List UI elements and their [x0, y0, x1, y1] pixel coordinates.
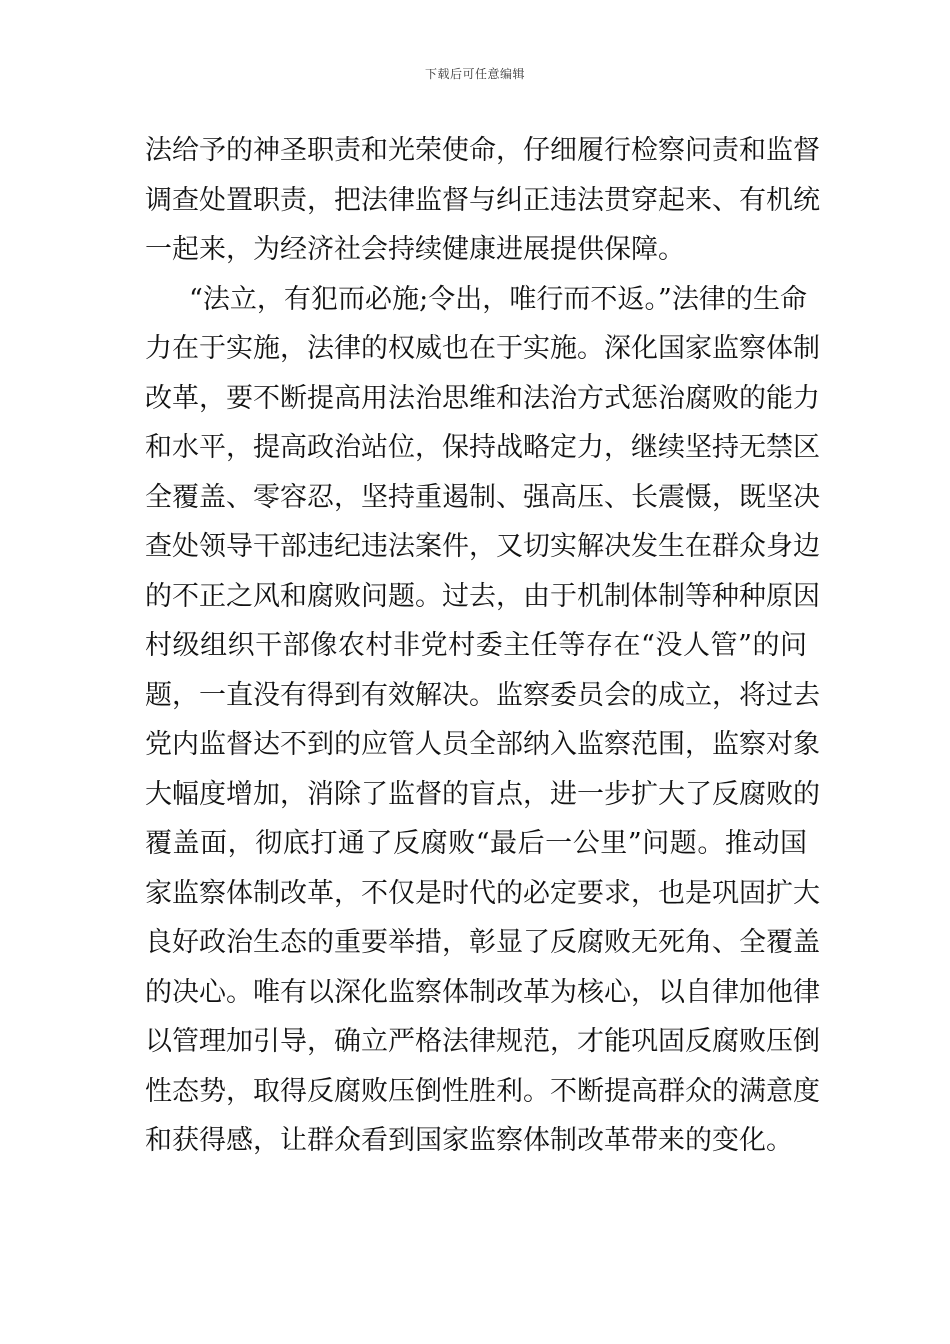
document-body — [145, 126, 820, 1166]
paragraph-2-line-17: 性态势，取得反腐败压倒性胜利。不断提高群众的满意度 — [145, 1075, 820, 1107]
paragraph-2-line-2: 力在于实施，法律的权威也在于实施。深化国家监察体制 — [145, 333, 820, 364]
paragraph-2-line-12: 覆盖面，彻底打通了反腐败“最后一公里”问题。推动国 — [145, 828, 807, 859]
paragraph-2-line-13: 家监察体制改革，不仅是时代的必定要求，也是巩固扩大 — [145, 877, 820, 909]
paragraph-2-line-14: 良好政治生态的重要举措，彰显了反腐败无死角、全覆盖 — [145, 927, 820, 958]
page-header: 下载后可任意编辑 — [424, 67, 525, 81]
paragraph-2-line-8: 村级组织干部像农村非党村委主任等存在“没人管”的问 — [145, 630, 807, 661]
paragraph-2-line-15: 的决心。唯有以深化监察体制改革为核心，以自律加他律 — [145, 976, 820, 1008]
paragraph-2-line-11: 大幅度增加，消除了监督的盲点，进一步扩大了反腐败的 — [145, 778, 820, 810]
paragraph-1-line-1: 法给予的神圣职责和光荣使命，仔细履行检察问责和监督 — [145, 135, 820, 166]
paragraph-2-line-6: 查处领导干部违纪违法案件，又切实解决发生在群众身边 — [145, 531, 820, 562]
paragraph-2-line-9: 题，一直没有得到有效解决。监察委员会的成立，将过去 — [145, 679, 820, 711]
paragraph-1-line-3: 一起来，为经济社会持续健康进展提供保障。 — [145, 234, 685, 265]
paragraph-2-line-7: 的不正之风和腐败问题。过去，由于机制体制等种种原因 — [145, 580, 820, 612]
paragraph-2-line-18: 和获得感，让群众看到国家监察体制改革带来的变化。 — [145, 1125, 793, 1156]
paragraph-2-line-3: 改革，要不断提高用法治思维和法治方式惩治腐败的能力 — [145, 382, 820, 414]
paragraph-2-line-5: 全覆盖、零容忍，坚持重遏制、强高压、长震慑，既坚决 — [145, 481, 820, 513]
paragraph-2-line-16: 以管理加引导，确立严格法律规范，才能巩固反腐败压倒 — [145, 1026, 820, 1057]
paragraph-2-line-4: 和水平，提高政治站位，保持战略定力，继续坚持无禁区 — [145, 432, 820, 463]
paragraph-1-line-2: 调查处置职责，把法律监督与纠正违法贯穿起来、有机统 — [145, 184, 820, 216]
paragraph-2-line-1: “法立，有犯而必施;令出，唯行而不返。”法律的生命 — [189, 283, 807, 315]
paragraph-2-line-10: 党内监督达不到的应管人员全部纳入监察范围，监察对象 — [145, 729, 820, 760]
